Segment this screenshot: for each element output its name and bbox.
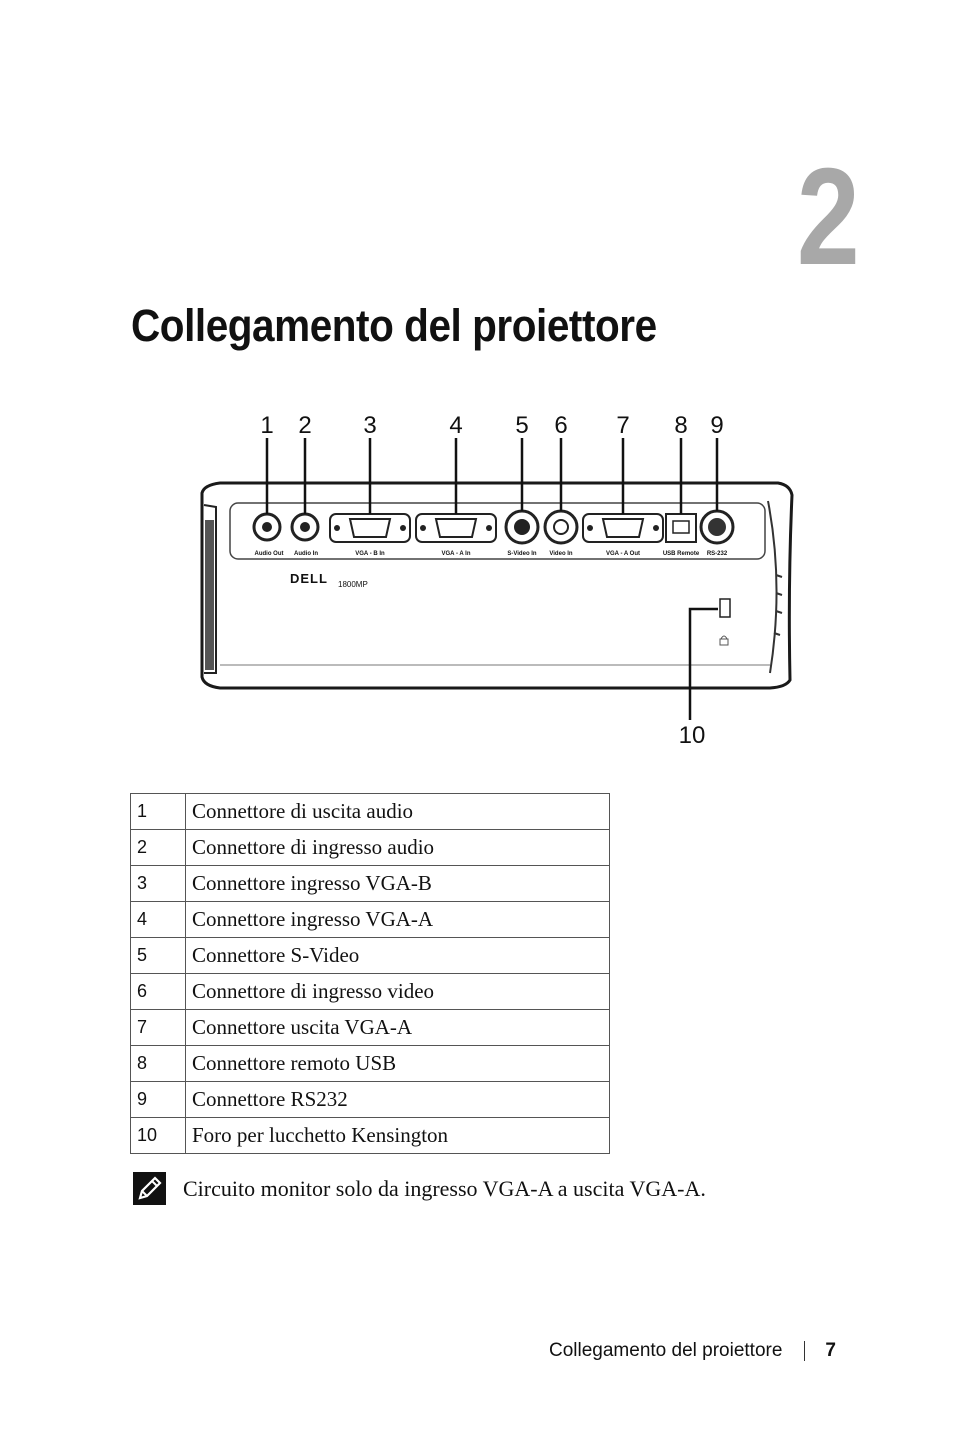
note-text: Circuito monitor solo da ingresso VGA-A a uscita VGA-A.	[183, 1175, 706, 1201]
port-label: VGA - A Out	[606, 551, 640, 557]
callout-number: 1	[260, 412, 274, 439]
port-label: S-Video In	[507, 551, 537, 557]
projector-rear-panel-figure	[190, 405, 810, 750]
footer-separator	[804, 1341, 805, 1361]
table-row	[131, 1010, 610, 1046]
row-description: Connettore di ingresso audio	[186, 830, 610, 866]
table-row	[131, 974, 610, 1010]
kensington-slot	[720, 599, 730, 617]
callout-number: 8	[674, 412, 688, 439]
row-number: 6	[131, 974, 186, 1010]
table-row	[131, 1082, 610, 1118]
port-label: USB Remote	[662, 551, 700, 557]
row-description: Connettore ingresso VGA-A	[186, 902, 610, 938]
callout-number: 3	[363, 412, 377, 439]
row-number: 1	[131, 794, 186, 830]
port-label: Audio Out	[254, 551, 284, 557]
chapter-number: 2	[797, 140, 860, 294]
row-number: 5	[131, 938, 186, 974]
callout-number: 7	[616, 412, 630, 439]
row-number: 4	[131, 902, 186, 938]
row-number: 7	[131, 1010, 186, 1046]
port-label: Video In	[549, 551, 573, 557]
port-label: RS-232	[706, 551, 728, 557]
port-label: VGA - B In	[355, 551, 385, 557]
callout-number: 5	[515, 412, 529, 439]
model-label: 1800MP	[338, 580, 368, 589]
table-row	[131, 938, 610, 974]
table-row	[131, 1118, 610, 1154]
port-label: Audio In	[294, 551, 318, 557]
pencil-note-icon	[133, 1172, 166, 1205]
row-number: 2	[131, 830, 186, 866]
row-description: Connettore ingresso VGA-B	[186, 866, 610, 902]
row-number: 3	[131, 866, 186, 902]
table-row	[131, 866, 610, 902]
row-description: Connettore S-Video	[186, 938, 610, 974]
row-number: 8	[131, 1046, 186, 1082]
callout-number: 9	[710, 412, 724, 439]
page-footer	[549, 1340, 836, 1362]
row-number: 9	[131, 1082, 186, 1118]
callout-number: 6	[554, 412, 568, 439]
row-description: Connettore di uscita audio	[186, 794, 610, 830]
callout-number: 4	[449, 412, 463, 439]
row-description: Connettore RS232	[186, 1082, 610, 1118]
callout-number: 2	[298, 412, 312, 439]
table-row	[131, 1046, 610, 1082]
brand-logo: DELL	[290, 571, 328, 586]
callout-number: 10	[678, 722, 706, 749]
table-row	[131, 902, 610, 938]
table-row	[131, 830, 610, 866]
port-label: VGA - A In	[441, 551, 471, 557]
row-description: Foro per lucchetto Kensington	[186, 1118, 610, 1154]
chapter-title: Collegamento del proiettore	[131, 300, 657, 351]
parts-table	[130, 793, 610, 1154]
footer-section-title: Collegamento del proiettore	[549, 1340, 783, 1361]
note	[133, 1172, 706, 1205]
row-number: 10	[131, 1118, 186, 1154]
page-number: 7	[825, 1340, 836, 1361]
row-description: Connettore uscita VGA-A	[186, 1010, 610, 1046]
row-description: Connettore di ingresso video	[186, 974, 610, 1010]
table-row	[131, 794, 610, 830]
row-description: Connettore remoto USB	[186, 1046, 610, 1082]
